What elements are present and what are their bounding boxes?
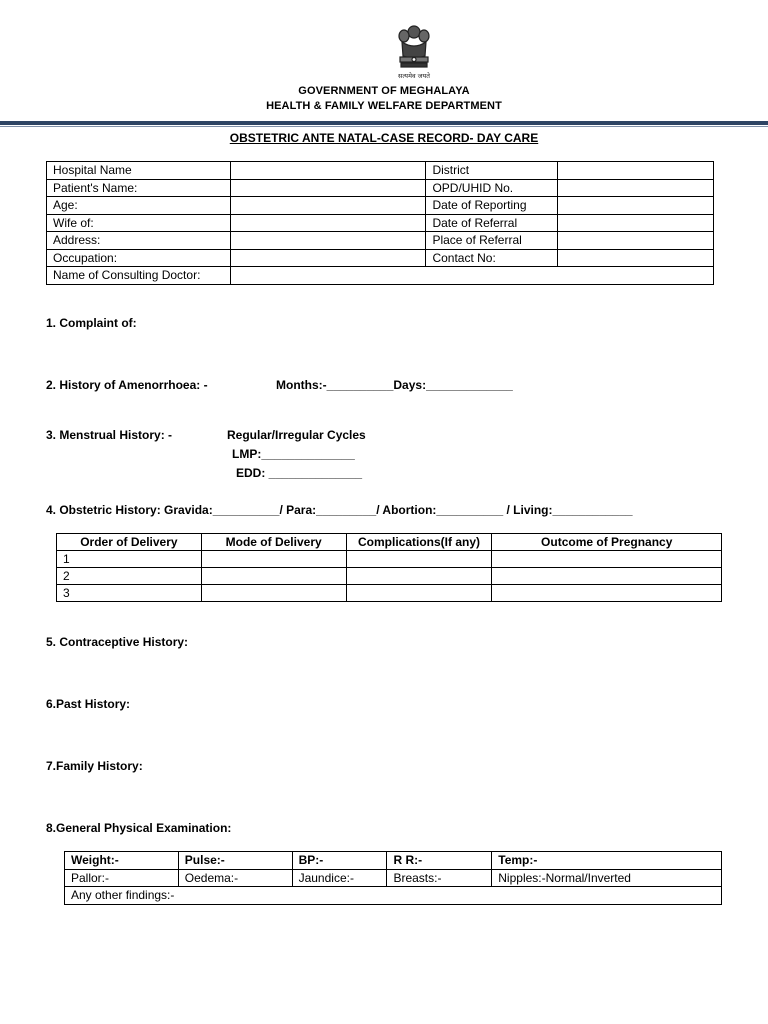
past-history-heading: 6.Past History: [46,697,131,711]
column-header: Outcome of Pregnancy [492,534,722,551]
consulting-doctor-label: Name of Consulting Doctor: [47,267,231,285]
table-header-row [57,534,722,551]
table-row [47,214,714,232]
amenorrhoea-heading: 2. History of Amenorrhoea: - [46,378,208,392]
table-row [65,887,722,905]
table-row [47,267,714,285]
table-row [47,179,714,197]
table-row [57,551,722,568]
table-row [47,162,714,180]
weight-field[interactable]: Weight:- [65,852,179,870]
date-of-referral-field[interactable] [558,214,714,232]
general-exam-heading: 8.General Physical Examination: [46,821,232,835]
department-name: HEALTH & FAMILY WELFARE DEPARTMENT [266,100,502,112]
other-findings-field[interactable]: Any other findings:- [65,887,722,905]
address-label: Address: [47,232,231,250]
pulse-field[interactable]: Pulse:- [178,852,292,870]
emblem-motto: सत्यमेव जयते [398,72,430,80]
district-field[interactable] [558,162,714,180]
table-row [65,852,722,870]
complaint-heading: 1. Complaint of: [46,316,137,330]
wife-of-field[interactable] [230,214,426,232]
table-cell[interactable] [346,551,492,568]
pallor-field[interactable]: Pallor:- [65,869,179,887]
opd-uhid-field[interactable] [558,179,714,197]
date-of-reporting-label: Date of Reporting [426,197,558,215]
table-cell[interactable] [201,585,346,602]
date-of-reporting-field[interactable] [558,197,714,215]
edd-field[interactable]: EDD: ______________ [236,466,363,480]
cycles-field[interactable]: Regular/Irregular Cycles [227,428,366,442]
jaundice-field[interactable]: Jaundice:- [292,869,387,887]
delivery-order: 2 [57,568,202,585]
form-title: OBSTETRIC ANTE NATAL-CASE RECORD- DAY CARE [229,131,539,145]
table-cell[interactable] [346,568,492,585]
delivery-order: 3 [57,585,202,602]
patient-name-field[interactable] [230,179,426,197]
table-row [57,585,722,602]
table-cell[interactable] [201,568,346,585]
lmp-field[interactable]: LMP:______________ [232,447,355,461]
bp-field[interactable]: BP:- [292,852,387,870]
contact-no-label: Contact No: [426,249,558,267]
oedema-field[interactable]: Oedema:- [178,869,292,887]
amenorrhoea-fields[interactable]: Months:-__________Days:_____________ [276,378,513,392]
opd-uhid-label: OPD/UHID No. [426,179,558,197]
patient-details-table [46,161,714,285]
rr-field[interactable]: R R:- [387,852,492,870]
wife-of-label: Wife of: [47,214,231,232]
contact-no-field[interactable] [558,249,714,267]
nipples-field[interactable]: Nipples:-Normal/Inverted [492,869,722,887]
table-row [47,249,714,267]
district-label: District [426,162,558,180]
table-row [65,869,722,887]
obstetric-heading[interactable]: 4. Obstetric History: Gravida:__________/ Para:_________/ Abortion:__________ / Living:____________ [46,503,633,517]
occupation-field[interactable] [230,249,426,267]
occupation-label: Occupation: [47,249,231,267]
place-of-referral-field[interactable] [558,232,714,250]
menstrual-heading: 3. Menstrual History: - [46,428,173,442]
address-field[interactable] [230,232,426,250]
hospital-name-field[interactable] [230,162,426,180]
age-label: Age: [47,197,231,215]
date-of-referral-label: Date of Referral [426,214,558,232]
table-row [57,568,722,585]
table-cell[interactable] [201,551,346,568]
table-row [47,232,714,250]
state-emblem-icon [392,22,436,82]
table-row [47,197,714,215]
contraceptive-heading: 5. Contraceptive History: [46,635,189,649]
table-cell[interactable] [492,568,722,585]
age-field[interactable] [230,197,426,215]
delivery-order: 1 [57,551,202,568]
column-header: Complications(If any) [346,534,492,551]
delivery-history-table [56,533,722,602]
header-rule [0,121,768,125]
table-cell[interactable] [492,551,722,568]
patient-name-label: Patient's Name: [47,179,231,197]
consulting-doctor-field[interactable] [230,267,713,285]
table-cell[interactable] [346,585,492,602]
column-header: Mode of Delivery [201,534,346,551]
family-history-heading: 7.Family History: [46,759,143,773]
column-header: Order of Delivery [57,534,202,551]
government-name: GOVERNMENT OF MEGHALAYA [298,85,470,97]
hospital-name-label: Hospital Name [47,162,231,180]
header-rule-thin [0,126,768,127]
temp-field[interactable]: Temp:- [492,852,722,870]
breasts-field[interactable]: Breasts:- [387,869,492,887]
physical-exam-table [64,851,722,905]
table-cell[interactable] [492,585,722,602]
place-of-referral-label: Place of Referral [426,232,558,250]
